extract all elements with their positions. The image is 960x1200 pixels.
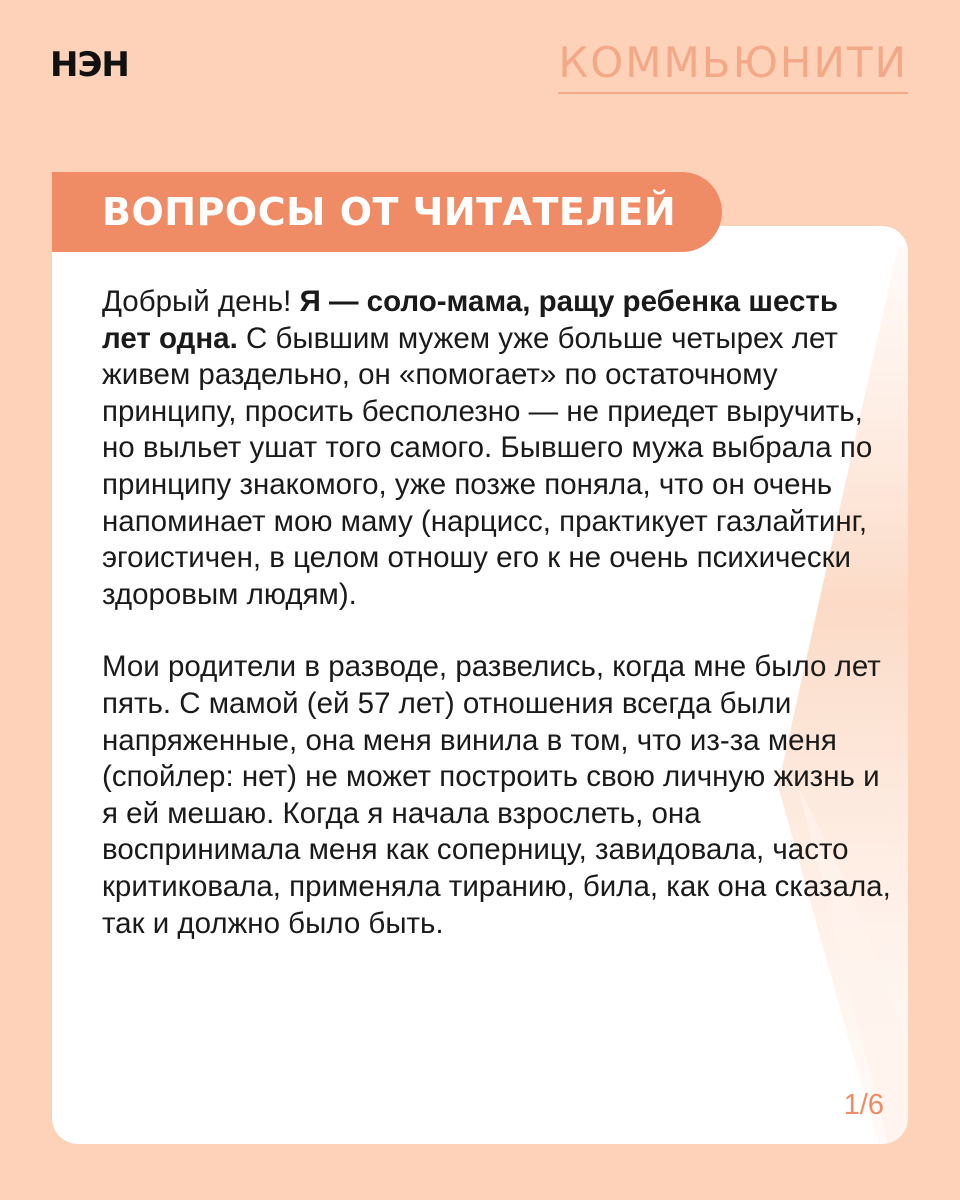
- content-card: [52, 226, 908, 1144]
- rubric-tag: ВОПРОСЫ ОТ ЧИТАТЕЛЕЙ: [52, 172, 722, 252]
- article-paragraph-1: [102, 284, 892, 613]
- article-paragraph-2: Мои родители в разводе, развелись, когда мне было лет пять. С мамой (ей 57 лет) отношения всегда были напряженные, она меня винила в том, что из-за меня (спойлер: нет) не может построить свою личную жизнь и я ей мешаю. Когда я начала взрослеть, она воспринимала меня как соперницу, завидовала, часто критиковала, применяла тиранию, била, как она сказала, так и должно было быть.: [102, 650, 891, 940]
- paragraph-start: Добрый день!: [102, 285, 300, 318]
- section-header: [558, 40, 908, 94]
- paragraph-rest: С бывшим мужем уже больше четырех лет живем раздельно, он «помогает» по остаточному принципу, просить бесполезно — не приедет выручить, но выльет ушат того самого. Бывшего мужа выбрала по принципу знакомого, уже позже поняла, что он очень напоминает мою маму (нарцисс, практикует газлайтинг, эгоистичен, в целом отношу его к не очень психически здоровым людям).: [102, 321, 873, 611]
- section-label: КОММЬЮНИТИ: [558, 40, 908, 94]
- paragraph-bold-highlight: Я — соло-мама, ращу ребенка шесть лет одна.: [102, 285, 838, 355]
- brand-logo: НЭН: [50, 45, 129, 85]
- article-text: [102, 284, 892, 942]
- page-indicator: 1/6: [843, 1089, 884, 1121]
